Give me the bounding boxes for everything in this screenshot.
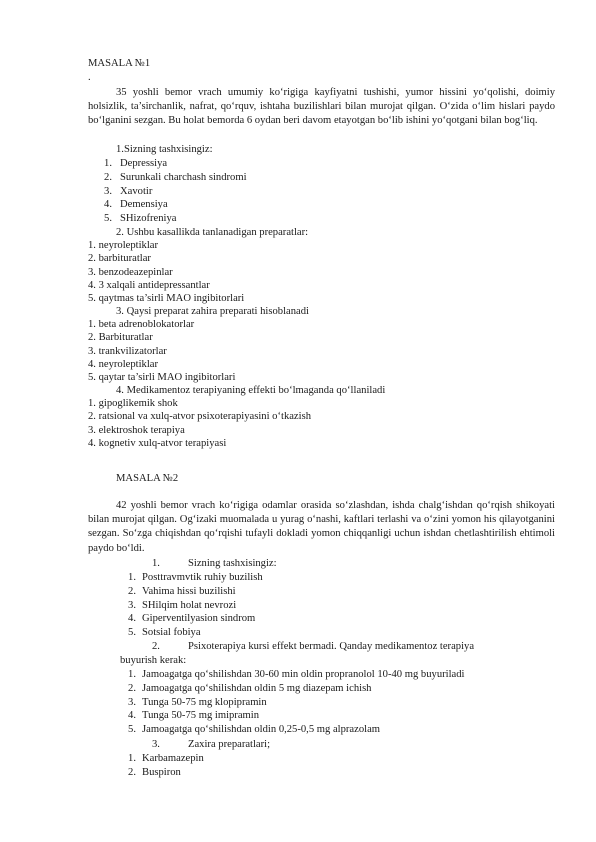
option-text: 4. neyroleptiklar — [88, 358, 159, 370]
option-text: 2. Barbituratlar — [88, 332, 153, 344]
question-2-2-line-2: buyurish kerak: — [120, 655, 187, 666]
option-text: Jamoagatga qo‘shilishdan oldin 5 mg diazepam ichish — [142, 682, 372, 694]
option-number: 4. — [128, 613, 136, 625]
option-number: 3. — [128, 599, 136, 611]
option-number: 3. — [128, 696, 136, 708]
problem-1-text: 35 yoshli bemor vrach umumiy ko‘rigiga kayfiyatni tushishi, yumor hissini yo‘qolishi, doimiy holsizlik, ta’sirchanlik, nafrat, qo‘rquv, ishtaha buzilishlari bilan murojat qilgan. O‘zida o‘lim hislari paydo bo‘lganini sezgan. Bu holat bemorda 6 oydan beri davom etayotgan bo‘lib ishini yo‘qotgani bilan bog‘liq. — [88, 87, 555, 127]
question-1-4: 4. Medikamentoz terapiyaning effekti bo‘lmaganda qo‘llaniladi — [116, 385, 386, 396]
question-2-2-line-1: Psixoterapiya kursi effekt bermadi. Qanday medikamentoz terapiya — [188, 641, 475, 652]
option-number: 4. — [104, 199, 112, 211]
option-text: Tunga 50-75 mg imipramin — [142, 710, 260, 722]
option-number: 1. — [128, 753, 136, 764]
problem-2-text: 42 yoshli bemor vrach ko‘rigiga odamlar orasida so‘zlashdan, ishda chalg‘ishdan qo‘rqish shikoyati bilan murojat qilgan. Og‘izaki muomalada u yurag o‘nashi, kaftlari terlashi va o‘zini yomon his qilayotganini sezgan. So‘zga chiqishdan qo‘rqishi tufayli dokladi yomon chiqqanligi uchun ishdan chetlashtirilish ehtimoli paydo bo‘ldi. — [88, 500, 555, 554]
option-text: Jamoagatga qo‘shilishdan oldin 0,25-0,5 mg alprazolam — [142, 724, 381, 736]
option-text: Depressiya — [120, 158, 168, 169]
stray-dot: . — [88, 72, 91, 83]
option-number: 4. — [128, 710, 136, 722]
option-text: Xavotir — [120, 185, 153, 197]
option-text: 4. 3 xalqali antidepressantlar — [88, 279, 210, 291]
option-text: 3. elektroshok terapiya — [88, 424, 185, 436]
question-1-2: 2. Ushbu kasallikda tanlanadigan preparatlar: — [116, 227, 309, 238]
question-1-1: 1.Sizning tashxisingiz: — [116, 144, 213, 155]
option-text: Posttravmvtik ruhiy buzilish — [142, 572, 263, 583]
problem-1-title: MASALA №1 — [88, 58, 151, 69]
question-2-2-number: 2. — [152, 641, 160, 652]
option-text: 5. qaytmas ta’sirli MAO ingibitorlari — [88, 293, 245, 305]
option-text: Vahima hissi buzilishi — [142, 585, 236, 597]
question-2-3: Zaxira preparatlari; — [188, 739, 271, 750]
option-text: Demensiya — [120, 199, 168, 211]
option-number: 5. — [128, 627, 136, 639]
option-number: 5. — [128, 724, 136, 736]
option-text: SHizofreniya — [120, 213, 177, 225]
problem-2-title: MASALA №2 — [116, 473, 179, 484]
question-2-3-number: 3. — [152, 739, 160, 750]
option-text: Tunga 50-75 mg klopipramin — [142, 696, 267, 708]
option-number: 3. — [104, 185, 112, 197]
option-number: 1. — [128, 572, 136, 583]
option-number: 2. — [128, 766, 136, 778]
option-number: 1. — [128, 669, 136, 680]
option-text: 1. gipoglikemik shok — [88, 398, 178, 409]
option-text: Jamoagatga qo‘shilishdan 30-60 min oldin propranolol 10-40 mg buyuriladi — [142, 669, 465, 680]
option-text: Surunkali charchash sindromi — [120, 171, 247, 183]
option-text: Giperventilyasion sindrom — [142, 613, 256, 625]
option-number: 2. — [104, 171, 112, 183]
question-1-3: 3. Qaysi preparat zahira preparati hisoblanadi — [116, 306, 309, 317]
option-text: Sotsial fobiya — [142, 627, 201, 639]
option-text: 3. trankvilizatorlar — [88, 345, 167, 357]
option-text: Karbamazepin — [142, 753, 204, 764]
question-2-1-number: 1. — [152, 558, 160, 569]
option-text: 2. barbituratlar — [88, 253, 151, 265]
option-text: 5. qaytar ta’sirli MAO ingibitorlari — [88, 372, 236, 384]
question-2-1: Sizning tashxisingiz: — [188, 558, 277, 569]
option-text: 2. ratsional va xulq-atvor psixoterapiyasini o‘tkazish — [88, 411, 312, 423]
option-number: 1. — [104, 158, 112, 169]
option-text: 1. neyroleptiklar — [88, 240, 159, 251]
option-text: SHilqim holat nevrozi — [142, 599, 237, 611]
option-number: 5. — [104, 213, 112, 225]
option-text: Buspiron — [142, 766, 181, 778]
option-text: 1. beta adrenoblokatorlar — [88, 319, 195, 330]
option-text: 3. benzodeazepinlar — [88, 266, 173, 278]
option-number: 2. — [128, 585, 136, 597]
option-text: 4. kognetiv xulq-atvor terapiyasi — [88, 437, 227, 449]
option-number: 2. — [128, 682, 136, 694]
